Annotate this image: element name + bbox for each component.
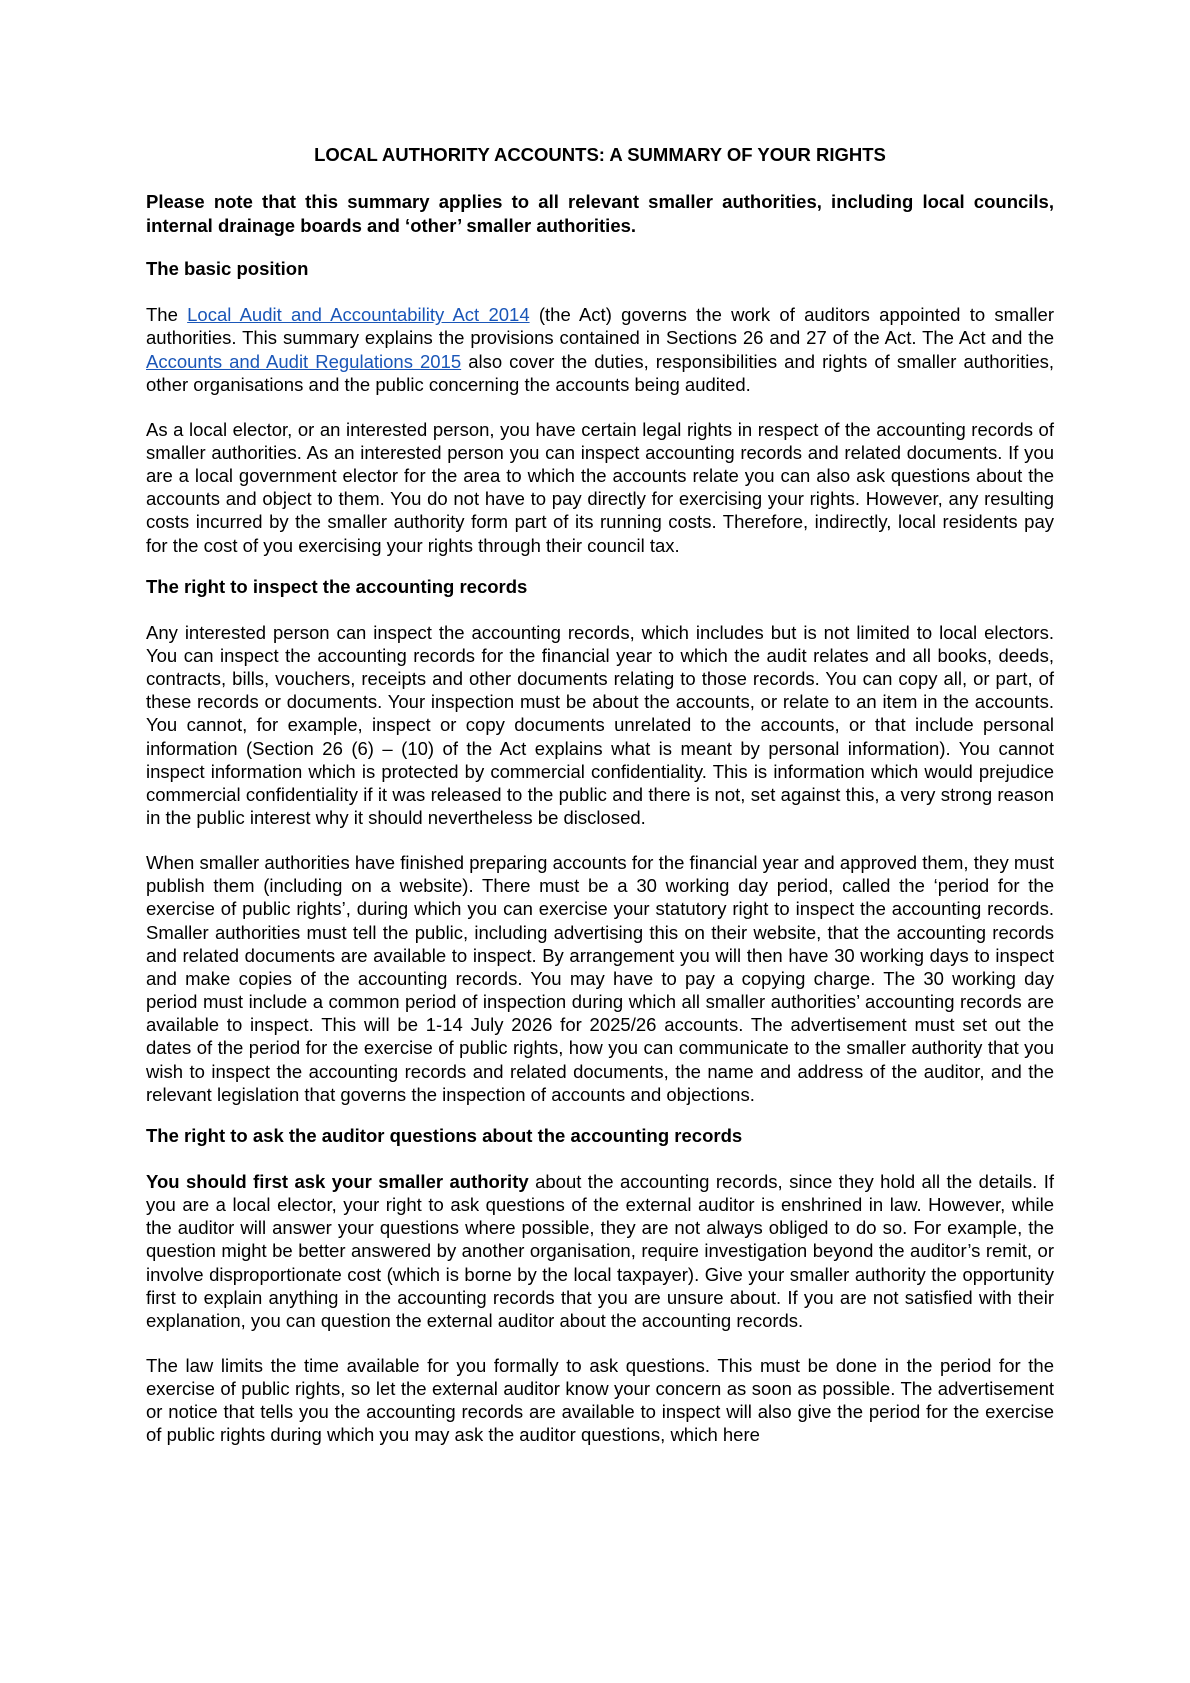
heading-basic-position: The basic position bbox=[146, 258, 309, 280]
basic-text-1: The bbox=[146, 304, 188, 326]
document-page bbox=[146, 141, 1054, 1447]
paragraph-inspect-1: Any interested person can inspect the accounting records, which includes but is not limited to local electors. You can inspect the accounting records for the financial year to which the audit relates and all books, deeds, contracts, bills, vouchers, receipts and other documents relating to those records. You can copy all, or part, of these records or documents. Your inspection must be about the accounts, or relate to an item in the accounts. You cannot, for example, inspect or copy documents unrelated to the accounts, or that include personal information (Section 26 (6) – (10) of the Act explains what is meant by personal information). You cannot inspect information which is protected by commercial confidentiality. This is information which would prejudice commercial confidentiality if it was released to the public and there is not, set against this, a very strong reason in the public interest why it should nevertheless be disclosed. bbox=[146, 621, 1054, 828]
link-local-audit-act[interactable]: Local Audit and Accountability Act 2014 bbox=[187, 304, 530, 326]
link-accounts-audit-regulations[interactable]: Accounts and Audit Regulations 2015 bbox=[146, 350, 462, 372]
paragraph-ask-2: The law limits the time available for you formally to ask questions. This must be done in the period for the exercise of public rights, so let the external auditor know your concern as soon as possible. The advertisement or notice that tells you the accounting records are available to inspect will also give the period for the exercise of public rights during which you may ask the auditor questions, which here bbox=[146, 1354, 1054, 1446]
intro-note: Please note that this summary applies to all relevant smaller authorities, including local councils, internal drainage boards and ‘other’ smaller authorities. bbox=[146, 191, 1054, 236]
ask-rest: about the accounting records, since they hold all the details. If you are a local elector, your right to ask questions of the external auditor is enshrined in law. However, while the auditor will answer your questions where possible, they are not always obliged to do so. For example, the question might be better answered by another organisation, require investigation beyond the auditor’s remit, or involve disproportionate cost (which is borne by the local taxpayer). Give your smaller authority the opportunity first to explain anything in the accounting records that you are unsure about. If you are not satisfied with their explanation, you can question the external auditor about the accounting records. bbox=[146, 1170, 1054, 1331]
heading-right-to-inspect: The right to inspect the accounting records bbox=[146, 575, 528, 597]
basic-text-3: also cover the duties, responsibilities and rights of smaller authorities, other organisations and the public concerning the accounts being audited. bbox=[146, 350, 1054, 395]
ask-lead: You should first ask your smaller authority bbox=[146, 1170, 529, 1192]
basic-text-2: (the Act) governs the work of auditors appointed to smaller authorities. This summary explains the provisions contained in Sections 26 and 27 of the Act. The Act and the bbox=[146, 304, 1054, 349]
paragraph-local-elector: As a local elector, or an interested person, you have certain legal rights in respect of the accounting records of smaller authorities. As an interested person you can inspect accounting records and related documents. If you are a local government elector for the area to which the accounts relate you can also ask questions about the accounts and object to them. You do not have to pay directly for exercising your rights. However, any resulting costs incurred by the smaller authority form part of its running costs. Therefore, indirectly, local residents pay for the cost of you exercising your rights through their council tax. bbox=[146, 418, 1054, 556]
paragraph-basic-position bbox=[146, 303, 1054, 396]
paragraph-ask-1 bbox=[146, 1170, 1054, 1332]
paragraph-inspect-2: When smaller authorities have finished preparing accounts for the financial year and approved them, they must publish them (including on a website). There must be a 30 working day period, called the ‘period for the exercise of public rights’, during which you can exercise your statutory right to inspect the accounting records. Smaller authorities must tell the public, including advertising this on their website, that the accounting records and related documents are available to inspect. By arrangement you will then have 30 working days to inspect and make copies of the accounting records. You may have to pay a copying charge. The 30 working day period must include a common period of inspection during which all smaller authorities’ accounting records are available to inspect. This will be 1-14 July 2026 for 2025/26 accounts. The advertisement must set out the dates of the period for the exercise of public rights, how you can communicate to the smaller authority that you wish to inspect the accounting records and related documents, the name and address of the auditor, and the relevant legislation that governs the inspection of accounts and objections. bbox=[146, 852, 1054, 1105]
document-title: LOCAL AUTHORITY ACCOUNTS: A SUMMARY OF YOUR RIGHTS bbox=[314, 144, 886, 165]
heading-right-to-ask: The right to ask the auditor questions about the accounting records bbox=[146, 1124, 743, 1146]
